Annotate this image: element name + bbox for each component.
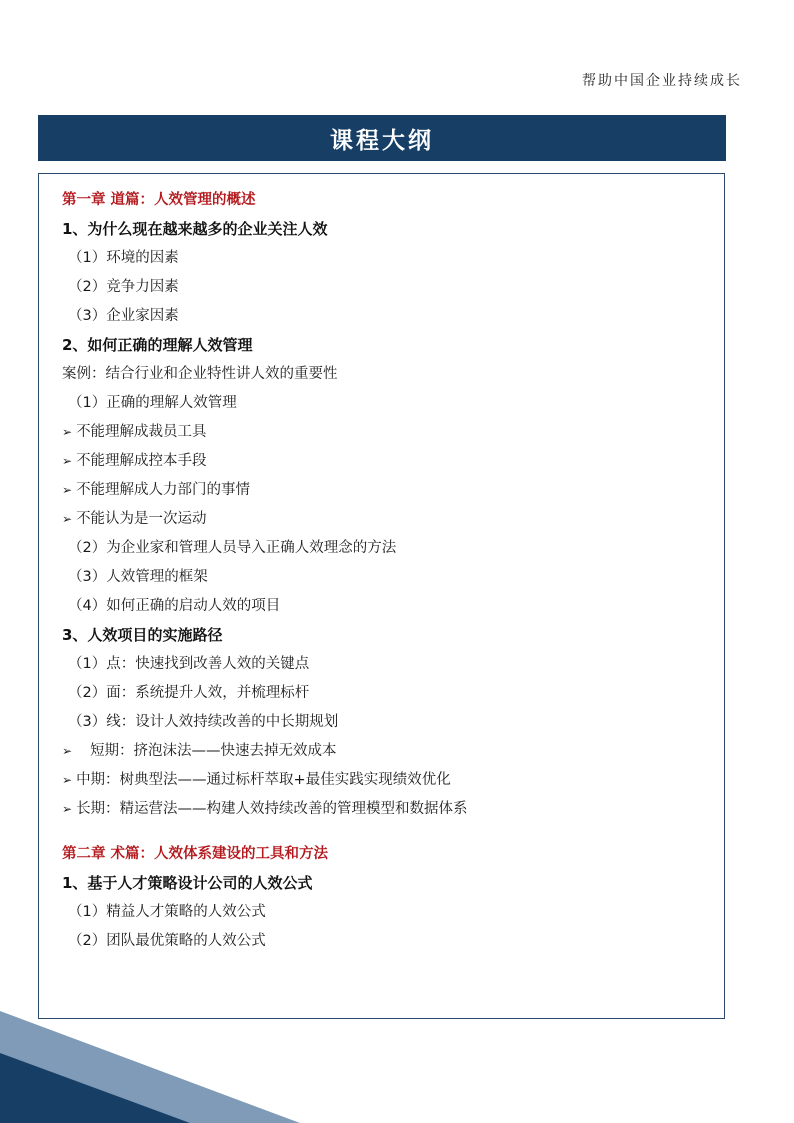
bullet-item — [62, 766, 704, 795]
list-item: （2）团队最优策略的人效公式 — [68, 933, 266, 949]
arrowhead-bullet-icon: ➢ — [62, 454, 73, 468]
list-item: （1）点：快速找到改善人效的关键点 — [68, 656, 310, 672]
bullet-text: 长期：精运营法——构建人效持续改善的管理模型和数据体系 — [76, 801, 468, 817]
section-1-3-title: 3、人效项目的实施路径 — [62, 626, 223, 644]
chapter-gap — [62, 824, 704, 840]
bullet-text: 不能理解成控本手段 — [76, 453, 207, 469]
list-item: （2）为企业家和管理人员导入正确人效理念的方法 — [68, 540, 397, 556]
arrowhead-bullet-icon: ➢ — [62, 483, 73, 497]
list-item: （1）精益人才策略的人效公式 — [68, 904, 266, 920]
bullet-item — [62, 795, 704, 824]
chapter-1-title: 第一章 道篇：人效管理的概述 — [62, 192, 256, 208]
list-item: （3）线：设计人效持续改善的中长期规划 — [68, 714, 339, 730]
page-title: 课程大纲 — [330, 127, 434, 154]
arrowhead-bullet-icon: ➢ — [62, 512, 73, 526]
arrowhead-bullet-icon: ➢ — [62, 773, 73, 787]
list-item: （1）正确的理解人效管理 — [68, 395, 237, 411]
bullet-item — [62, 447, 704, 476]
bullet-text: 不能认为是一次运动 — [76, 511, 207, 527]
bullet-text: 短期：挤泡沫法——快速去掉无效成本 — [90, 743, 337, 759]
list-item: （2）面：系统提升人效，并梳理标杆 — [68, 685, 310, 701]
corner-decoration — [0, 1011, 320, 1123]
arrowhead-bullet-icon: ➢ — [62, 425, 73, 439]
case-note: 案例：结合行业和企业特性讲人效的重要性 — [62, 366, 338, 382]
bullet-text: 不能理解成人力部门的事情 — [76, 482, 251, 498]
bullet-item — [62, 737, 704, 766]
section-2-1-title: 1、基于人才策略设计公司的人效公式 — [62, 874, 313, 892]
outline-box — [38, 173, 725, 1019]
bullet-item — [62, 476, 704, 505]
bullet-text: 不能理解成裁员工具 — [76, 424, 207, 440]
list-item: （4）如何正确的启动人效的项目 — [68, 598, 281, 614]
list-item: （3）企业家因素 — [68, 308, 179, 324]
section-1-2-title: 2、如何正确的理解人效管理 — [62, 336, 253, 354]
list-item: （2）竞争力因素 — [68, 279, 179, 295]
bullet-item — [62, 418, 704, 447]
section-1-1-title: 1、为什么现在越来越多的企业关注人效 — [62, 220, 328, 238]
tagline: 帮助中国企业持续成长 — [582, 73, 742, 89]
arrowhead-bullet-icon: ➢ — [62, 802, 73, 816]
chapter-2-title: 第二章 术篇：人效体系建设的工具和方法 — [62, 846, 329, 862]
bullet-item — [62, 505, 704, 534]
bullet-text: 中期：树典型法——通过标杆萃取+最佳实践实现绩效优化 — [76, 772, 451, 788]
list-item: （3）人效管理的框架 — [68, 569, 208, 585]
page-title-bar — [38, 115, 726, 161]
arrowhead-bullet-icon: ➢ — [62, 744, 73, 758]
list-item: （1）环境的因素 — [68, 250, 179, 266]
